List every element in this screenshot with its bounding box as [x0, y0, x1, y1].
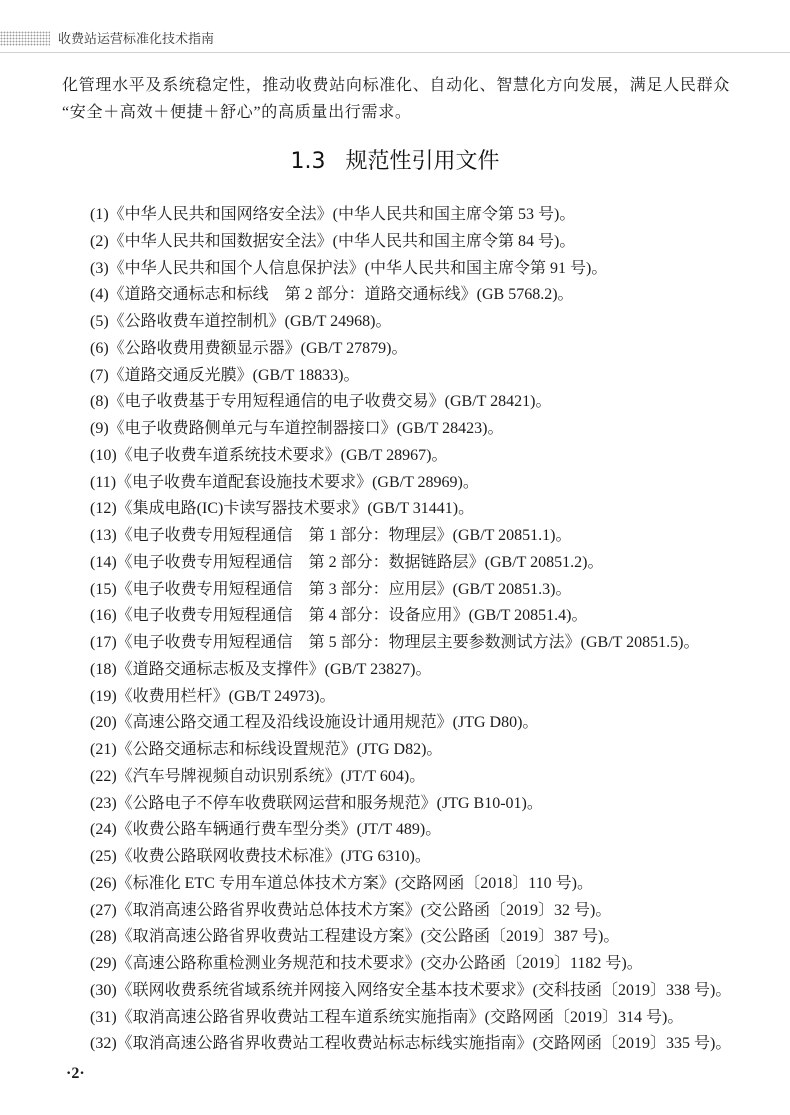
- reference-item: (4)《道路交通标志和标线 第 2 部分：道路交通标线》(GB 5768.2)。: [90, 286, 574, 304]
- reference-item: (20)《高速公路交通工程及沿线设施设计通用规范》(JTG D80)。: [90, 714, 539, 732]
- reference-item: (32)《取消高速公路省界收费站工程收费站标志标线实施指南》(交路网函〔2019〕335 号)。: [90, 1035, 732, 1053]
- intro-line: “安全＋高效＋便捷＋舒心”的高质量出行需求。: [62, 104, 412, 121]
- reference-item: (3)《中华人民共和国个人信息保护法》(中华人民共和国主席令第 91 号)。: [90, 259, 608, 277]
- reference-list: [90, 202, 731, 1058]
- reference-item: (18)《道路交通标志板及支撑件》(GB/T 23827)。: [90, 660, 432, 678]
- header-dot-pattern: [0, 31, 50, 46]
- intro-line: 化管理水平及系统稳定性，推动收费站向标准化、自动化、智慧化方向发展，满足人民群众: [62, 77, 731, 94]
- reference-item: (15)《电子收费专用短程通信 第 3 部分：应用层》(GB/T 20851.3)。: [90, 580, 572, 598]
- section-heading: [0, 146, 790, 178]
- reference-item: (8)《电子收费基于专用短程通信的电子收费交易》(GB/T 28421)。: [90, 393, 552, 411]
- intro-paragraph: [62, 72, 730, 126]
- reference-item: (14)《电子收费专用短程通信 第 2 部分：数据链路层》(GB/T 20851.2)。: [90, 553, 604, 571]
- page-number: ·2·: [66, 1065, 85, 1082]
- header-rule: [0, 52, 790, 53]
- reference-item: (1)《中华人民共和国网络安全法》(中华人民共和国主席令第 53 号)。: [90, 206, 576, 223]
- reference-item: (5)《公路收费车道控制机》(GB/T 24968)。: [90, 313, 392, 330]
- running-head-title: 收费站运营标准化技术指南: [58, 32, 215, 47]
- reference-item: (28)《取消高速公路省界收费站工程建设方案》(交公路函〔2019〕387 号)。: [90, 928, 620, 946]
- reference-item: (21)《公路交通标志和标线设置规范》(JTG D82)。: [90, 741, 443, 758]
- reference-item: (12)《集成电路(IC)卡读写器技术要求》(GB/T 31441)。: [90, 500, 475, 518]
- section-title: 规范性引用文件: [345, 149, 500, 174]
- reference-item: (11)《电子收费车道配套设施技术要求》(GB/T 28969)。: [90, 473, 479, 491]
- reference-item: (30)《联网收费系统省域系统并网接入网络安全基本技术要求》(交科技函〔2019〕338 号)。: [90, 981, 732, 999]
- reference-item: (10)《电子收费车道系统技术要求》(GB/T 28967)。: [90, 446, 448, 464]
- reference-item: (25)《收费公路联网收费技术标准》(JTG 6310)。: [90, 848, 431, 865]
- reference-item: (9)《电子收费路侧单元与车道控制器接口》(GB/T 28423)。: [90, 420, 504, 437]
- reference-item: (22)《汽车号牌视频自动识别系统》(JT/T 604)。: [90, 767, 426, 785]
- reference-item: (17)《电子收费专用短程通信 第 5 部分：物理层主要参数测试方法》(GB/T 20851.5)。: [90, 634, 700, 651]
- reference-item: (19)《收费用栏杆》(GB/T 24973)。: [90, 687, 336, 705]
- reference-item: (27)《取消高速公路省界收费站总体技术方案》(交公路函〔2019〕32 号)。: [90, 901, 612, 919]
- reference-item: (16)《电子收费专用短程通信 第 4 部分：设备应用》(GB/T 20851.4)。: [90, 607, 588, 625]
- reference-item: (13)《电子收费专用短程通信 第 1 部分：物理层》(GB/T 20851.1)。: [90, 527, 572, 544]
- reference-item: (7)《道路交通反光膜》(GB/T 18833)。: [90, 366, 360, 384]
- section-number: 1.3: [290, 149, 326, 174]
- reference-item: (29)《高速公路称重检测业务规范和技术要求》(交办公路函〔2019〕1182 号)。: [90, 955, 643, 972]
- reference-item: (31)《取消高速公路省界收费站工程车道系统实施指南》(交路网函〔2019〕314 号)。: [90, 1008, 684, 1026]
- reference-item: (2)《中华人民共和国数据安全法》(中华人民共和国主席令第 84 号)。: [90, 232, 576, 250]
- reference-item: (24)《收费公路车辆通行费车型分类》(JT/T 489)。: [90, 821, 442, 839]
- reference-item: (26)《标准化 ETC 专用车道总体技术方案》(交路网函〔2018〕110 号)。: [90, 874, 593, 892]
- reference-item: (23)《公路电子不停车收费联网运营和服务规范》(JTG B10-01)。: [90, 794, 543, 812]
- reference-item: (6)《公路收费用费额显示器》(GB/T 27879)。: [90, 339, 408, 357]
